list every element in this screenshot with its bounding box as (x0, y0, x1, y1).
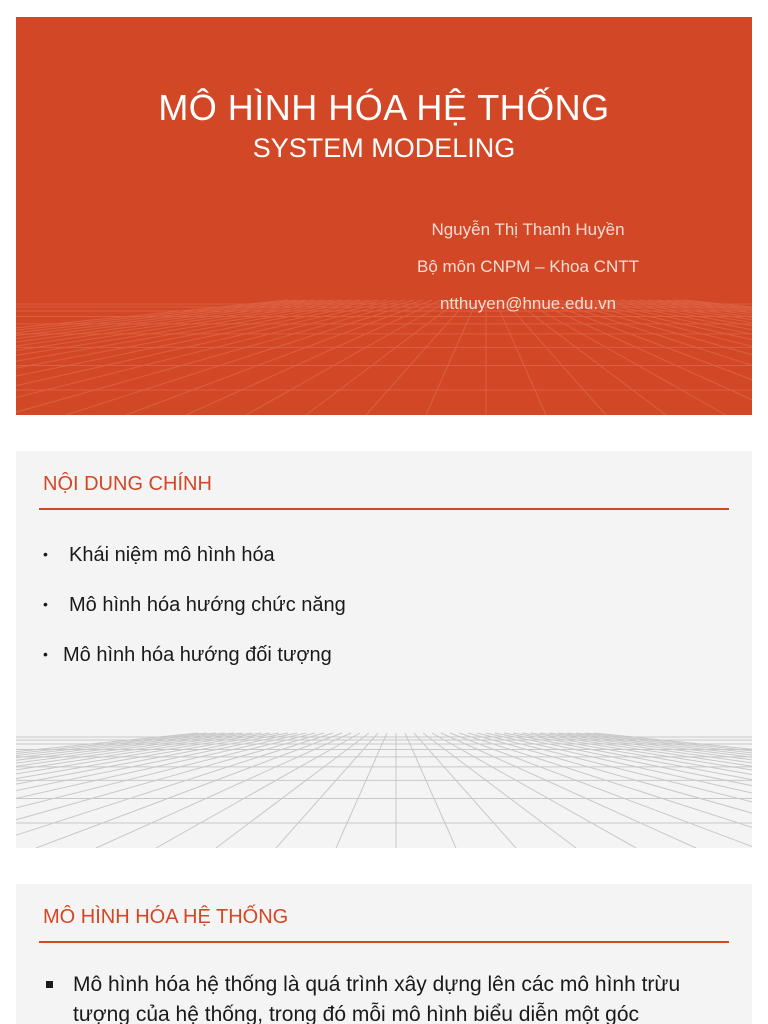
list-item (43, 589, 346, 639)
title-slide (16, 17, 752, 415)
list-item-text: Mô hình hóa hướng đối tượng (63, 644, 332, 666)
contents-slide (16, 451, 752, 848)
perspective-grid-decoration (16, 728, 752, 848)
content-list (43, 970, 732, 1024)
author-name: Nguyễn Thị Thanh Huyền (431, 220, 625, 239)
author-department: Bộ môn CNPM – Khoa CNTT (416, 257, 639, 276)
list-item (43, 539, 346, 589)
contents-list (43, 539, 346, 689)
author-email: ntthuyen@hnue.edu.vn (439, 294, 617, 313)
slide-title: MÔ HÌNH HÓA HỆ THỐNG (158, 87, 610, 128)
bullet-icon: • (43, 596, 48, 612)
list-item-text: Khái niệm mô hình hóa (69, 544, 275, 566)
author-info (366, 211, 690, 322)
list-item (43, 970, 732, 1024)
list-item-text: Mô hình hóa hướng chức năng (69, 594, 346, 616)
section-heading: MÔ HÌNH HÓA HỆ THỐNG (43, 906, 289, 928)
square-bullet-icon (46, 981, 53, 988)
heading-underline (39, 508, 729, 510)
list-item (43, 639, 346, 689)
heading-underline (39, 941, 729, 943)
bullet-icon: • (43, 646, 48, 662)
slide-subtitle: SYSTEM MODELING (252, 133, 516, 163)
system-modeling-slide (16, 884, 752, 1024)
bullet-icon: • (43, 546, 48, 562)
section-heading: NỘI DUNG CHÍNH (43, 473, 212, 495)
list-item-text: Mô hình hóa hệ thống là quá trình xây dựng lên các mô hình trừu tượng của hệ thống, trong đó mỗi mô hình biểu diễn một góc (73, 973, 681, 1024)
